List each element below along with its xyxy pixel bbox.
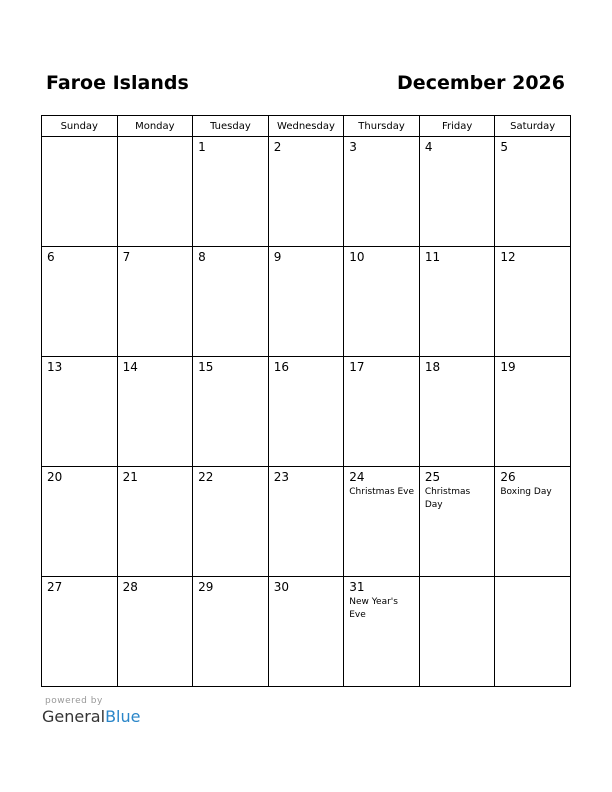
weekday-wednesday: Wednesday xyxy=(268,116,344,137)
calendar-day-cell xyxy=(268,577,344,687)
brand-blue-text: Blue xyxy=(105,707,141,726)
day-number: 25 xyxy=(424,470,441,484)
day-number: 7 xyxy=(122,250,131,264)
day-number: 15 xyxy=(198,360,214,374)
powered-by-text: powered by xyxy=(45,696,103,706)
day-number: 9 xyxy=(273,250,282,264)
month-year-title: December 2026 xyxy=(397,72,565,94)
calendar-day-cell xyxy=(344,247,420,357)
calendar-day-cell xyxy=(419,247,495,357)
calendar-day-cell xyxy=(193,577,269,687)
calendar-day-cell xyxy=(193,357,269,467)
calendar-day-cell xyxy=(42,467,118,577)
day-number: 1 xyxy=(198,140,206,154)
day-number: 17 xyxy=(349,360,365,374)
day-number: 23 xyxy=(273,470,289,484)
day-number: 10 xyxy=(349,250,365,264)
calendar-day-cell xyxy=(42,357,118,467)
weekday-friday: Friday xyxy=(419,116,495,137)
calendar-day-cell xyxy=(419,467,495,577)
calendar-day-cell xyxy=(495,357,571,467)
calendar-day-cell xyxy=(268,137,344,247)
calendar-day-cell xyxy=(268,357,344,467)
day-number: 4 xyxy=(424,140,433,154)
calendar-day-cell xyxy=(193,137,269,247)
day-number: 20 xyxy=(47,470,63,484)
day-number: 5 xyxy=(500,140,509,154)
calendar-day-cell xyxy=(117,577,193,687)
calendar-day-cell xyxy=(495,137,571,247)
day-number: 13 xyxy=(47,360,63,374)
country-title: Faroe Islands xyxy=(46,72,189,94)
calendar-day-cell xyxy=(344,357,420,467)
calendar-day-cell xyxy=(268,247,344,357)
calendar-day-cell xyxy=(495,467,571,577)
day-number: 11 xyxy=(424,250,441,264)
calendar-day-cell xyxy=(117,137,193,247)
weekday-monday: Monday xyxy=(117,116,193,137)
calendar-day-cell xyxy=(419,577,495,687)
holiday-label: New Year's Eve xyxy=(349,597,398,620)
calendar-day-cell xyxy=(495,247,571,357)
holiday-label: Christmas Eve xyxy=(349,487,415,497)
brand-general-text: General xyxy=(42,707,106,726)
calendar-week-row xyxy=(42,577,571,687)
day-number: 8 xyxy=(198,250,206,264)
calendar-day-cell xyxy=(42,577,118,687)
calendar-day-cell xyxy=(344,577,420,687)
day-number: 24 xyxy=(349,470,365,484)
day-number: 29 xyxy=(198,580,214,594)
day-number: 14 xyxy=(122,360,138,374)
calendar-day-cell xyxy=(117,247,193,357)
day-number: 6 xyxy=(47,250,55,264)
calendar-day-cell xyxy=(344,137,420,247)
weekday-thursday: Thursday xyxy=(344,116,420,137)
calendar-day-cell xyxy=(419,357,495,467)
day-number: 21 xyxy=(122,470,138,484)
calendar-day-cell xyxy=(42,137,118,247)
weekday-tuesday: Tuesday xyxy=(193,116,269,137)
day-number: 3 xyxy=(349,140,357,154)
generalblue-logo[interactable] xyxy=(42,707,140,726)
calendar-day-cell xyxy=(193,247,269,357)
day-number: 16 xyxy=(273,360,289,374)
calendar-day-cell xyxy=(495,577,571,687)
footer xyxy=(42,696,140,726)
calendar-day-cell xyxy=(117,357,193,467)
calendar-week-row xyxy=(42,247,571,357)
day-number: 30 xyxy=(273,580,289,594)
weekday-saturday: Saturday xyxy=(495,116,571,137)
day-number: 19 xyxy=(500,360,516,374)
holiday-label: Boxing Day xyxy=(500,487,552,497)
calendar-day-cell xyxy=(117,467,193,577)
calendar-week-row xyxy=(42,467,571,577)
day-number: 26 xyxy=(500,470,516,484)
day-number: 27 xyxy=(47,580,63,594)
calendar-grid xyxy=(41,115,571,687)
calendar-week-row xyxy=(42,137,571,247)
day-number: 28 xyxy=(122,580,138,594)
weekday-sunday: Sunday xyxy=(42,116,118,137)
day-number: 31 xyxy=(349,580,365,594)
calendar-day-cell xyxy=(419,137,495,247)
day-number: 22 xyxy=(198,470,214,484)
day-number: 2 xyxy=(273,140,282,154)
calendar-day-cell xyxy=(268,467,344,577)
weekday-header-row xyxy=(42,116,571,137)
day-number: 12 xyxy=(500,250,516,264)
calendar-day-cell xyxy=(344,467,420,577)
calendar-day-cell xyxy=(193,467,269,577)
day-number: 18 xyxy=(424,360,441,374)
calendar-week-row xyxy=(42,357,571,467)
holiday-label: Christmas Day xyxy=(424,487,471,510)
calendar-day-cell xyxy=(42,247,118,357)
